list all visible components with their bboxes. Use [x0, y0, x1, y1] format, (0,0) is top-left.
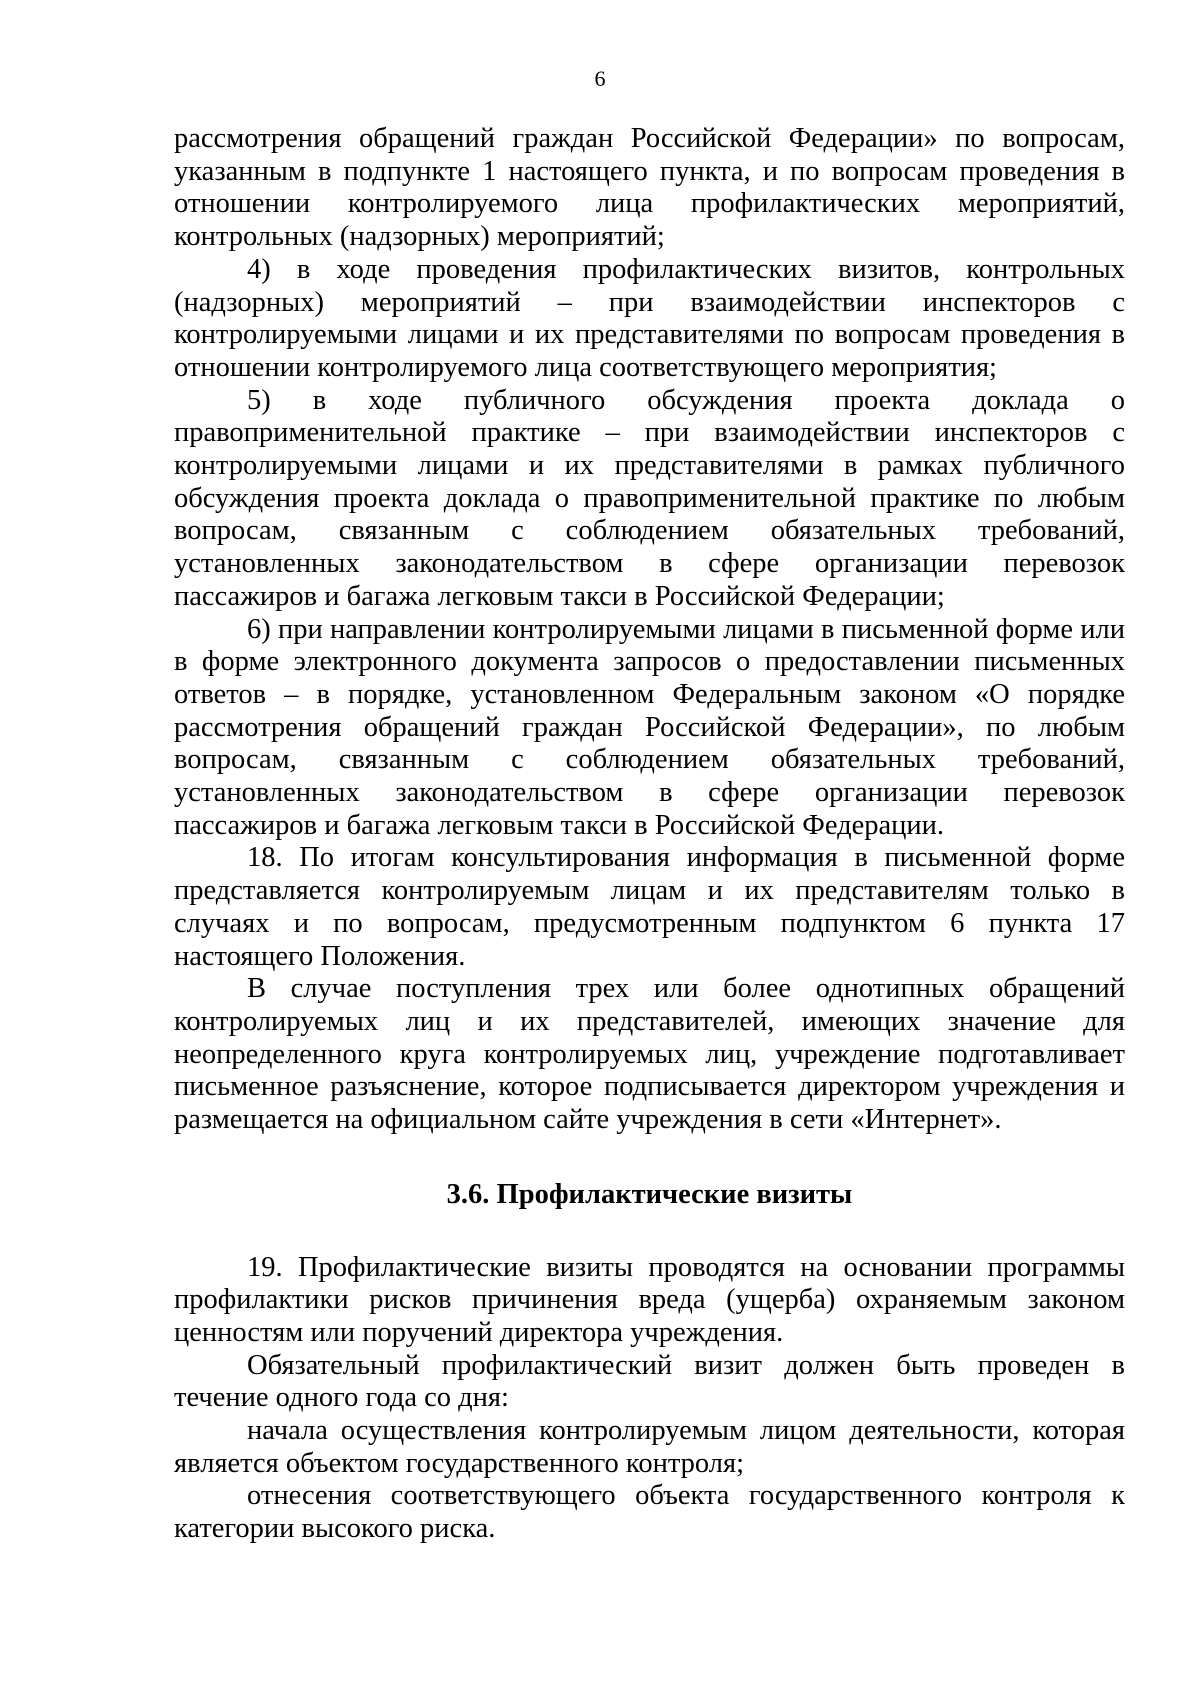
paragraph-clause-18-continued: В случае поступления трех или более однотипных обращений контролируемых лиц и их представителей, имеющих значение для неопределенного круга контролируемых лиц, учреждение подготавливает письменное разъяснение, которое подписывается директором учреждения и размещается на официальном сайте учреждения в сети «Интернет».	[174, 973, 1125, 1136]
paragraph-continuation: рассмотрения обращений граждан Российской Федерации» по вопросам, указанным в подпункте 1 настоящего пункта, и по вопросам проведения в отношении контролируемого лица профилактических мероприятий, контрольных (надзорных) мероприятий;	[174, 123, 1125, 253]
paragraph-mandatory-visit: Обязательный профилактический визит должен быть проведен в течение одного года со дня:	[174, 1349, 1125, 1414]
paragraph-item-6: 6) при направлении контролируемыми лицами в письменной форме или в форме электронного документа запросов о предоставлении письменных ответов – в порядке, установленном Федеральным законом «О порядке рассмотрения обращений граждан Российской Федерации», по любым вопросам, связанным с соблюдением обязательных требований, установленных законодательством в сфере организации перевозок пассажиров и багажа легковым такси в Российской Федерации.	[174, 613, 1125, 841]
paragraph-condition-1: начала осуществления контролируемым лицом деятельности, которая является объектом государственного контроля;	[174, 1415, 1125, 1479]
paragraph-condition-2: отнесения соответствующего объекта государственного контроля к категории высокого риска.	[174, 1480, 1125, 1545]
page-number: 6	[594, 66, 606, 91]
section-heading: 3.6. Профилактические визиты	[446, 1178, 853, 1210]
paragraph-item-4: 4) в ходе проведения профилактических визитов, контрольных (надзорных) мероприятий – при взаимодействии инспекторов с контролируемыми лицами и их представителями по вопросам проведения в отношении контролируемого лица соответствующего мероприятия;	[174, 253, 1125, 383]
document-body	[174, 123, 1125, 1546]
paragraph-clause-18: 18. По итогам консультирования информация в письменной форме представляется контролируемым лицам и их представителям только в случаях и по вопросам, предусмотренным подпунктом 6 пункта 17 настоящего Положения.	[174, 842, 1125, 972]
paragraph-clause-19: 19. Профилактические визиты проводятся на основании программы профилактики рисков причинения вреда (ущерба) охраняемым законом ценностям или поручений директора учреждения.	[174, 1251, 1125, 1348]
paragraph-item-5: 5) в ходе публичного обсуждения проекта доклада о правоприменительной практике – при взаимодействии инспекторов с контролируемыми лицами и их представителями в рамках публичного обсуждения проекта доклада о правоприменительной практике по любым вопросам, связанным с соблюдением обязательных требований, установленных законодательством в сфере организации перевозок пассажиров и багажа легковым такси в Российской Федерации;	[174, 384, 1125, 612]
